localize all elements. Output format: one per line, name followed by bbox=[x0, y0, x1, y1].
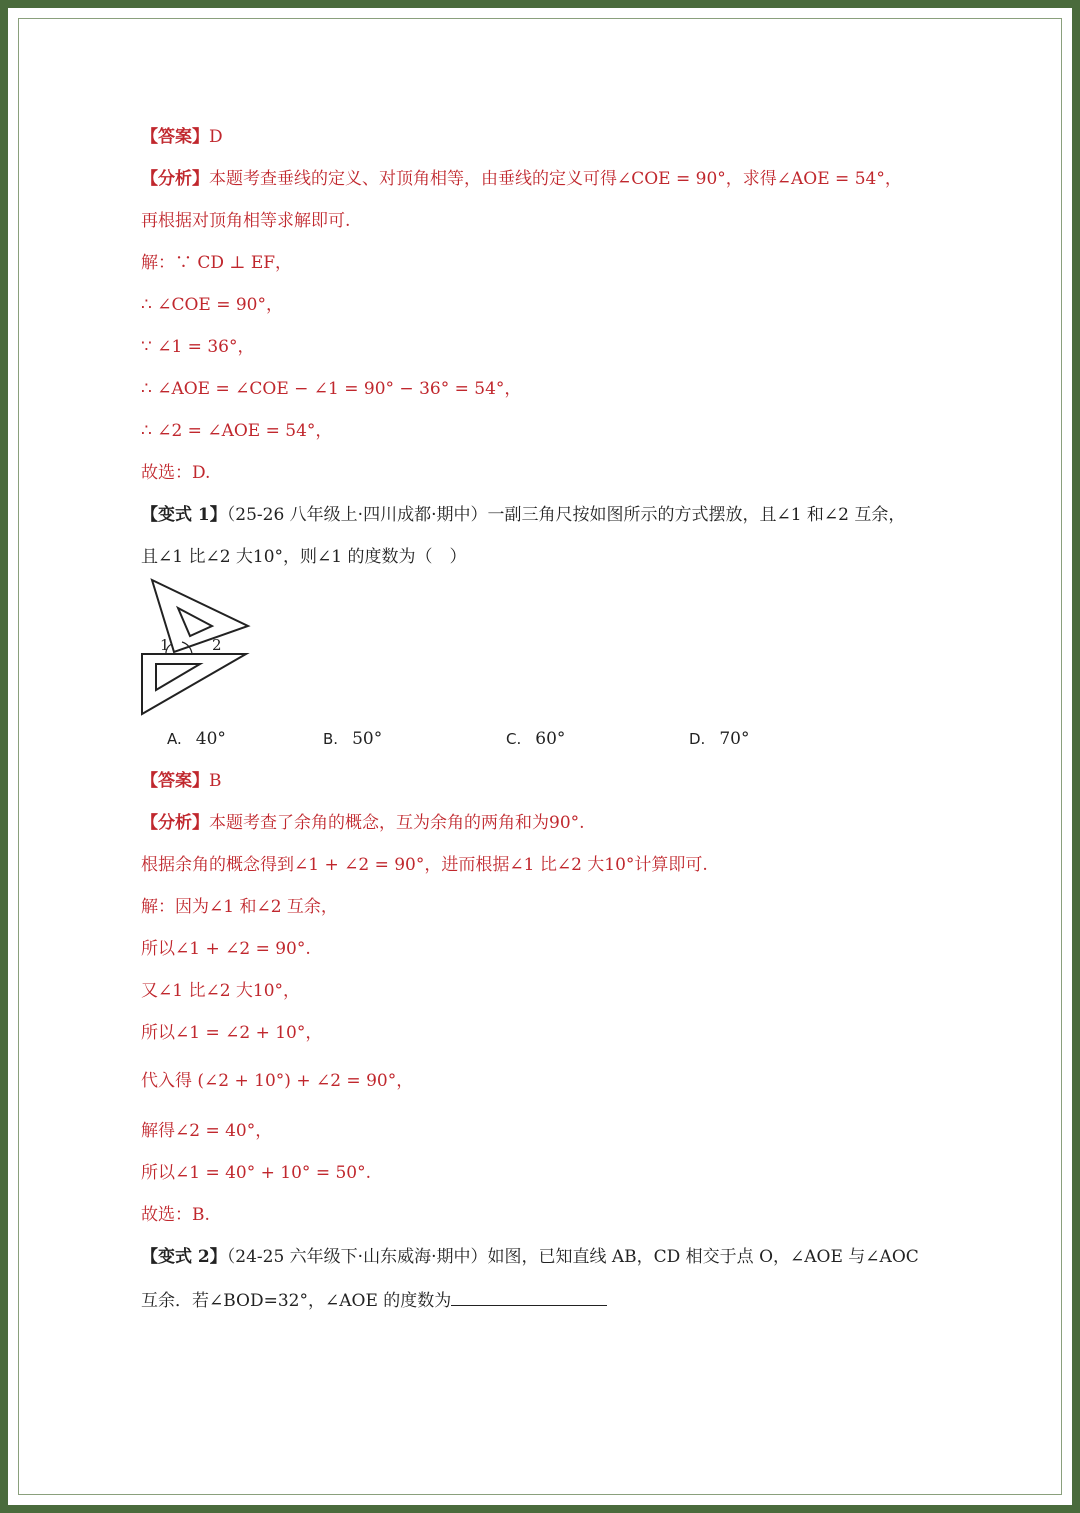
variant1-solution-step: 又∠1 比∠2 大10°， bbox=[141, 981, 301, 1001]
variant1-solution-step: 所以∠1 + ∠2 = 90°. bbox=[141, 939, 311, 959]
page-frame-inner bbox=[18, 18, 1062, 1495]
variant1-answer-tag: 【答案】 bbox=[141, 771, 209, 791]
option-c[interactable] bbox=[506, 727, 565, 751]
variant1-stem-line-2: 且∠1 比∠2 大10°，则∠1 的度数为（ ） bbox=[141, 547, 467, 567]
q1-answer-tag: 【答案】 bbox=[141, 127, 209, 147]
option-letter: B. bbox=[323, 730, 339, 748]
variant1-solution-step: 解：因为∠1 和∠2 互余， bbox=[141, 897, 338, 917]
option-value: 50° bbox=[352, 729, 383, 749]
variant2-stem-text-1: 如图，已知直线 AB，CD 相交于点 O，∠AOE 与∠AOC bbox=[487, 1247, 919, 1267]
option-value: 40° bbox=[195, 729, 226, 749]
variant1-stem-text-1: 一副三角尺按如图所示的方式摆放，且∠1 和∠2 互余， bbox=[487, 505, 906, 525]
variant1-solution-step: 解得∠2 = 40°， bbox=[141, 1121, 273, 1141]
answer-blank[interactable] bbox=[451, 1287, 607, 1306]
option-a[interactable] bbox=[167, 727, 226, 751]
variant2-tag: 【变式 2】 bbox=[141, 1247, 227, 1267]
variant2-stem-text-2: 互余．若∠BOD=32°，∠AOE 的度数为 bbox=[141, 1291, 452, 1311]
variant1-answer-line bbox=[141, 769, 222, 793]
q1-answer-line bbox=[141, 125, 223, 149]
variant2-source: （24-25 六年级下·山东威海·期中） bbox=[226, 1247, 488, 1267]
option-value: 60° bbox=[535, 729, 566, 749]
q1-solution-step: ∴ ∠2 = ∠AOE = 54°， bbox=[141, 421, 333, 441]
variant1-analysis-line-2: 根据余角的概念得到∠1 + ∠2 = 90°，进而根据∠1 比∠2 大10°计算即可. bbox=[141, 855, 708, 875]
variant1-source: （25-26 八年级上·四川成都·期中） bbox=[226, 505, 488, 525]
angle-2-label: 2 bbox=[212, 636, 222, 654]
option-letter: D. bbox=[689, 730, 706, 748]
set-squares-figure bbox=[138, 576, 254, 718]
q1-solution-step: 解：∵ CD ⊥ EF， bbox=[141, 253, 293, 273]
variant1-tag: 【变式 1】 bbox=[141, 505, 227, 525]
variant1-answer-value: B bbox=[209, 771, 222, 791]
option-value: 70° bbox=[719, 729, 750, 749]
q1-analysis-text-1: 本题考查垂线的定义、对顶角相等，由垂线的定义可得∠COE = 90°，求得∠AOE = 54°， bbox=[209, 169, 902, 189]
option-b[interactable] bbox=[323, 727, 382, 751]
option-letter: C. bbox=[506, 730, 522, 748]
q1-solution-step: ∵ ∠1 = 36°， bbox=[141, 337, 255, 357]
q1-analysis-line-2: 再根据对顶角相等求解即可. bbox=[141, 211, 351, 231]
q1-solution-step: ∴ ∠AOE = ∠COE − ∠1 = 90° − 36° = 54°， bbox=[141, 379, 522, 399]
variant1-analysis-tag: 【分析】 bbox=[141, 813, 209, 833]
variant2-stem-line-2 bbox=[141, 1287, 607, 1313]
q1-solution-step: ∴ ∠COE = 90°， bbox=[141, 295, 284, 315]
variant1-solution-conclusion: 故选：B. bbox=[141, 1205, 210, 1225]
lower-triangle-inner bbox=[156, 664, 200, 690]
upper-triangle-inner bbox=[178, 608, 212, 636]
q1-answer-value: D bbox=[209, 127, 223, 147]
variant1-stem-line-1 bbox=[141, 503, 905, 527]
q1-solution-conclusion: 故选：D. bbox=[141, 463, 211, 483]
variant2-stem-line-1 bbox=[141, 1245, 919, 1269]
variant1-analysis-text-1: 本题考查了余角的概念，互为余角的两角和为90°. bbox=[209, 813, 585, 833]
q1-analysis-tag: 【分析】 bbox=[141, 169, 209, 189]
option-d[interactable] bbox=[689, 727, 749, 751]
option-letter: A. bbox=[167, 730, 182, 748]
angle-1-label: 1 bbox=[160, 636, 170, 654]
q1-analysis-line-1 bbox=[141, 167, 902, 191]
variant1-solution-step: 代入得 (∠2 + 10°) + ∠2 = 90°， bbox=[141, 1071, 414, 1091]
variant1-solution-step: 所以∠1 = 40° + 10° = 50°. bbox=[141, 1163, 372, 1183]
variant1-analysis-line-1 bbox=[141, 811, 585, 835]
variant1-solution-step: 所以∠1 = ∠2 + 10°， bbox=[141, 1023, 323, 1043]
